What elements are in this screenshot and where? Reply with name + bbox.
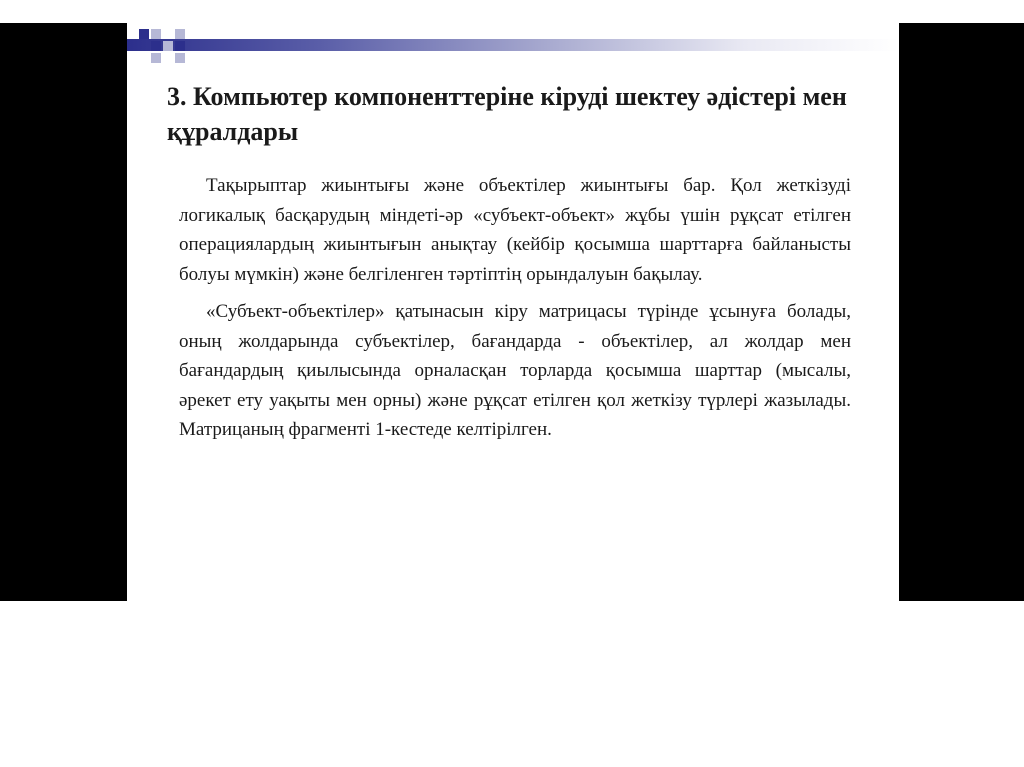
header-gradient-bar [127,39,899,51]
decorative-square [139,29,149,39]
body-paragraph-2: «Субъект-объектілер» қатынасын кіру матрицасы түрінде ұсынуға болады, оның жолдарында субъектілер, бағандарда - объектілер, ал жолдар мен бағандардың қиылысында орналасқан торларда қосымша шарттар (мысалы, әрекет ету уақыты мен орны) және рұқсат етілген қол жеткізу түрлері жазылады. Матрицаның фрагменті 1-кестеде келтірілген. [179,301,851,440]
decorative-square [175,53,185,63]
presentation-slide [127,23,899,601]
decorative-square [151,41,161,51]
decorative-square [175,41,185,51]
slide-body [179,171,851,453]
decorative-square [163,41,173,51]
decorative-square [175,29,185,39]
decorative-square [151,29,161,39]
decorative-square [151,53,161,63]
slide-title: 3. Компьютер компоненттеріне кіруді шектеу әдістері мен құралдары [167,82,847,146]
body-paragraph-1: Тақырыптар жиынтығы және объектілер жиынтығы бар. Қол жеткізуді логикалық басқарудың міндеті-әр «субъект-объект» жұбы үшін рұқсат етілген операциялардың жиынтығын анықтау (кейбір қосымша шарттарға байланысты болуы мүмкін) және белгіленген тәртіптің орындалуын бақылау. [179,175,851,285]
